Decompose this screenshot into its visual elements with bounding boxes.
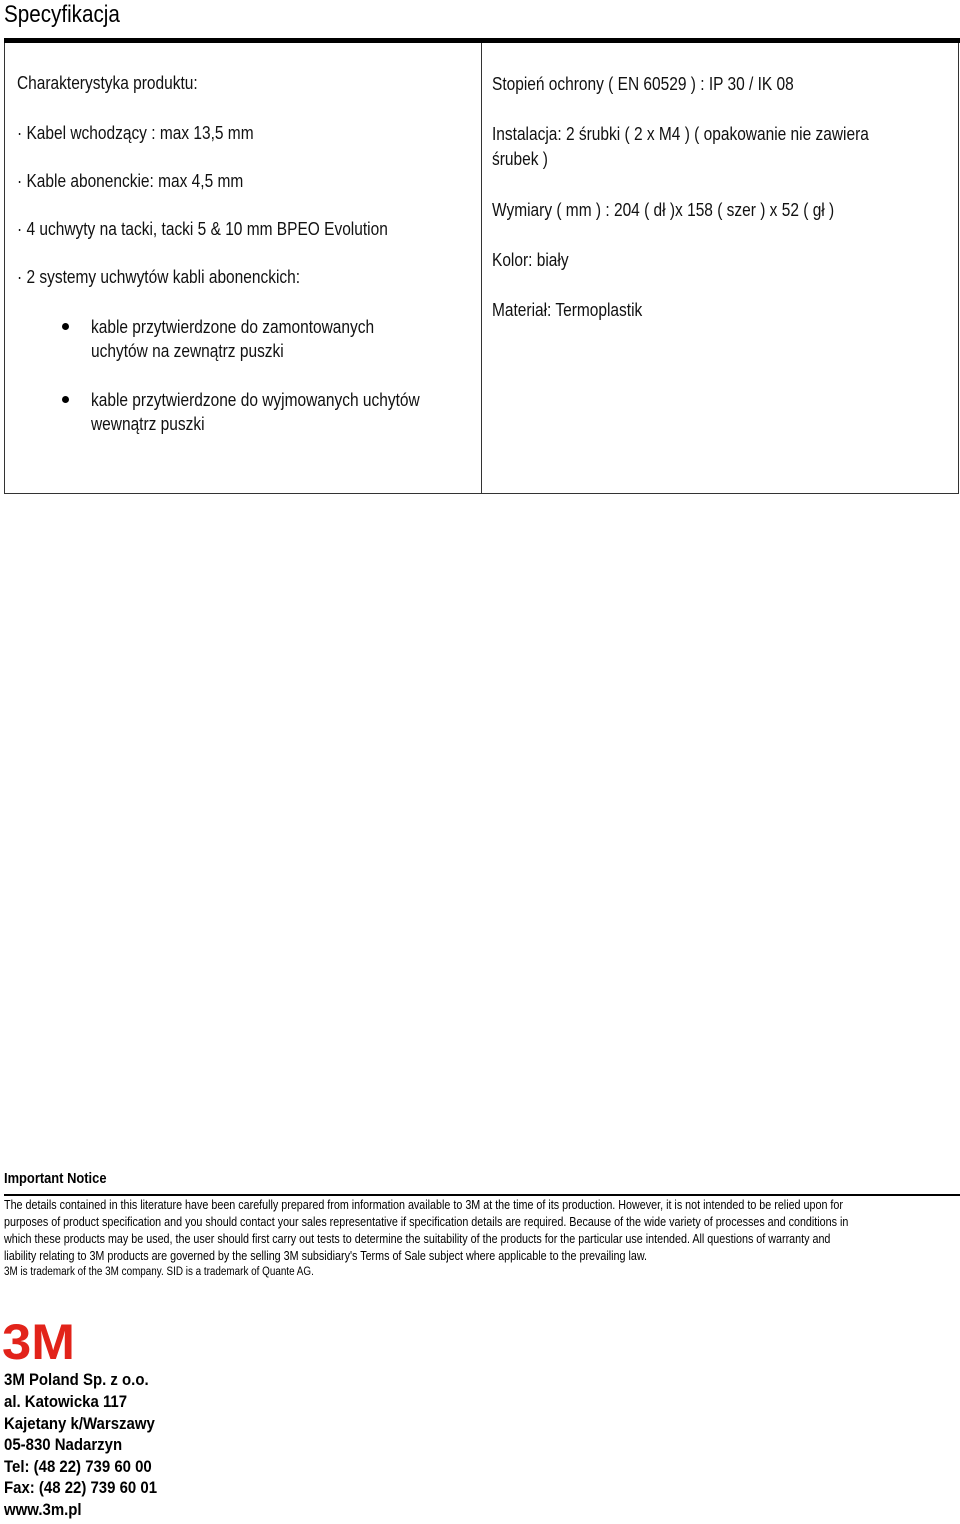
specification-table (4, 43, 959, 494)
spec-protection: Stopień ochrony ( EN 60529 ) : IP 30 / IK 08 (492, 74, 794, 94)
characteristic-item: · Kabel wchodzący : max 13,5 mm (17, 123, 254, 143)
sub-item-line: kable przytwierdzone do wyjmowanych uchytów (91, 390, 420, 410)
fax-number: Fax: (48 22) 739 60 01 (4, 1478, 158, 1497)
company-name: 3M Poland Sp. z o.o. (4, 1370, 149, 1389)
sub-item-line: uchytów na zewnątrz puszki (91, 341, 284, 361)
3m-logo (2, 1318, 76, 1364)
notice-divider (4, 1194, 960, 1196)
notice-text-line: which these products may be used, the user should first carry out tests to determine the suitability of the products for the particular use intended. All questions of warranty and (4, 1232, 831, 1246)
trademark-text: 3M is trademark of the 3M company. SID is a trademark of Quante AG. (4, 1266, 314, 1278)
characteristic-item: · Kable abonenckie: max 4,5 mm (17, 171, 244, 191)
characteristic-item: · 2 systemy uchwytów kabli abonenckich: (17, 267, 301, 287)
spec-installation-cont: śrubek ) (492, 149, 548, 169)
phone-number: Tel: (48 22) 739 60 00 (4, 1457, 152, 1476)
address-city: Kajetany k/Warszawy (4, 1414, 155, 1433)
notice-text-line: The details contained in this literature have been carefully prepared from information available to 3M at the time of its production. However, it is not intended to be relied upon for (4, 1198, 843, 1212)
characteristic-item: · 4 uchwyty na tacki, tacki 5 & 10 mm BPEO Evolution (17, 219, 388, 239)
page-title: Specyfikacja (4, 1, 120, 28)
notice-text-line: purposes of product specification and you should contact your sales representative if specification details are required. Because of the wide variety of processes and conditions in (4, 1215, 849, 1229)
website-link[interactable]: www.3m.pl (4, 1500, 82, 1519)
bullet-icon (62, 323, 69, 330)
notice-text-line: liability relating to 3M products are governed by the selling 3M subsidiary's Terms of Sale subject where applicable to the prevailing law. (4, 1249, 648, 1263)
3m-logo-text: 3M (2, 1318, 75, 1364)
notice-heading: Important Notice (4, 1170, 107, 1187)
spec-material: Materiał: Termoplastik (492, 300, 643, 320)
address-street: al. Katowicka 117 (4, 1392, 128, 1411)
spec-installation: Instalacja: 2 śrubki ( 2 x M4 ) ( opakowanie nie zawiera (492, 124, 869, 144)
spec-dimensions: Wymiary ( mm ) : 204 ( dł )x 158 ( szer ) x 52 ( gł ) (492, 200, 835, 220)
sub-item-line: wewnątrz puszki (91, 414, 205, 434)
address-postal: 05-830 Nadarzyn (4, 1435, 123, 1454)
column-divider (481, 43, 482, 493)
characteristics-heading: Charakterystyka produktu: (17, 73, 198, 93)
bullet-icon (62, 396, 69, 403)
spec-color: Kolor: biały (492, 250, 569, 270)
sub-item-line: kable przytwierdzone do zamontowanych (91, 317, 375, 337)
